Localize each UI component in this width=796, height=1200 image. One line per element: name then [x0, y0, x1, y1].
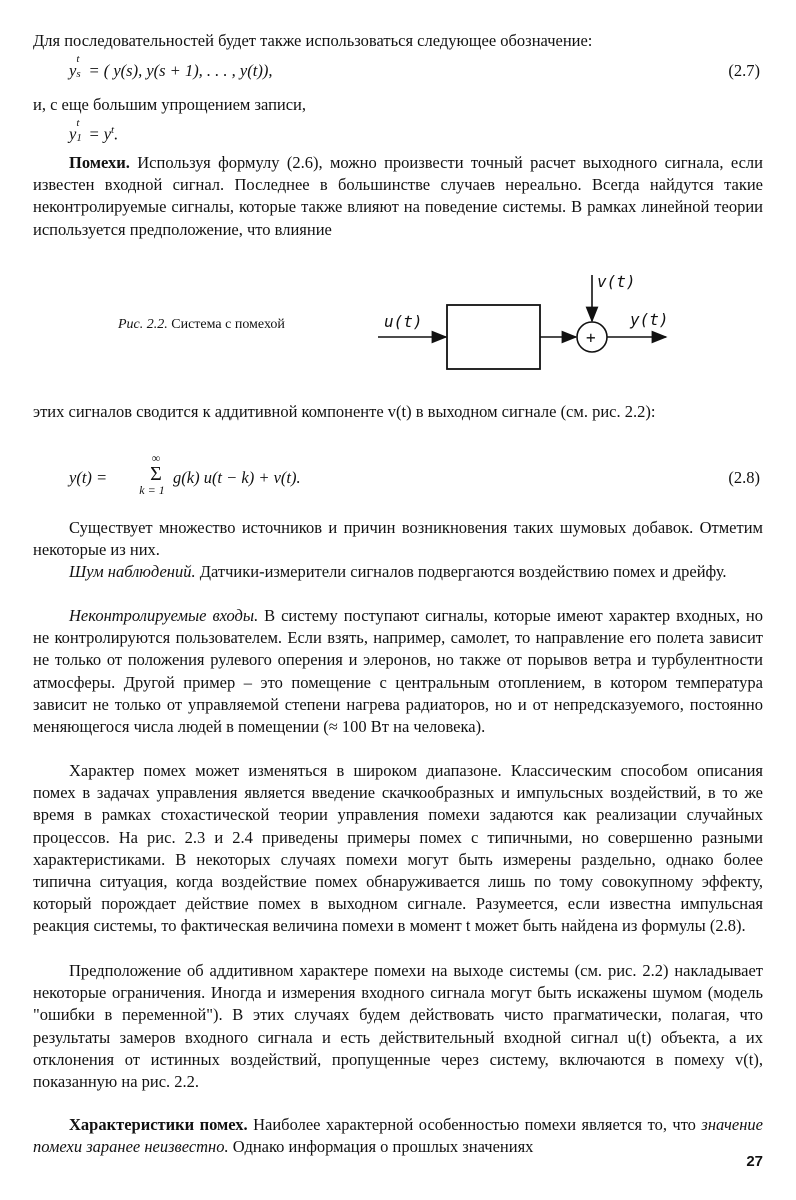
- heading-noise: Помехи.: [69, 153, 130, 172]
- equation-2-7: y t s = ( y(s), y(s + 1), . . . , y(t)),: [69, 53, 273, 80]
- equation-2-8-sum: ∞ Σ k = 1: [139, 451, 165, 497]
- system-block: [447, 305, 540, 369]
- paragraph-noise-characteristics: Характеристики помех. Наиболее характерной особенностью помехи является то, что значение помехи заранее неизвестно. Однако информация о прошлых значениях: [33, 1115, 763, 1157]
- sum-symbol: +: [586, 328, 596, 347]
- paragraph-noise-character: Характер помех может изменяться в широком диапазоне. Классическим способом описания помех в задачах управления является введение скачкообразных и импульсных воздействий, в то же время в рамках стохастической теории управления помехи задаются как реализации случайных процессов. На рис. 2.3 и 2.4 приведены примеры помех с типичными, но совершенно разными характеристиками. В некоторых случаях помехи могут быть измерены раздельно, однако более типична ситуация, когда воздействие помех обнаруживается лишь по тому совокупному эффекту, который порождает действие помех в выходном сигнале. Разумеется, если известна импульсная реакция системы, то фактическая величина помехи в момент t может быть найдена из формулы (2.8).: [33, 761, 763, 936]
- paragraph-observation-noise: Шум наблюдений. Датчики-измерители сигналов подвергаются воздействию помех и дрейфу.: [69, 562, 727, 581]
- page-number: 27: [746, 1153, 763, 1170]
- output-label: y(t): [630, 310, 669, 329]
- noise-label: v(t): [597, 272, 636, 291]
- figure-caption: Рис. 2.2. Система с помехой: [118, 317, 285, 332]
- equation-2-8-lhs: y(t) =: [69, 468, 108, 487]
- paragraph-uncontrolled-inputs: Неконтролируемые входы. В систему поступают сигналы, которые имеют характер входных, но не контролируются пользователем. Если взять, например, самолет, то направление его полета зависит не только от положения рулевого оперения и элеронов, но также от порывов ветра и турбулентности атмосферы. Другой пример – это помещение с центральным отоплением, в котором температура зависит не только от управляемой степени нагрева радиаторов, но и от непредсказуемого, постоянно меняющегося числа людей в помещении (≈ 100 Вт на человека).: [33, 606, 763, 737]
- figure-2-2-block-diagram: [0, 265, 796, 395]
- paragraph-noise-sources: Существует множество источников и причин возникновения таких шумовых добавок. Отметим некоторые из них.: [33, 518, 763, 560]
- paragraph-additive-component: этих сигналов сводится к аддитивной компоненте v(t) в выходном сигнале (см. рис. 2.2):: [33, 402, 656, 421]
- equation-number-2-7: (2.7): [728, 61, 760, 80]
- paragraph-simplified: и, с еще большим упрощением записи,: [33, 95, 307, 114]
- input-label: u(t): [384, 312, 423, 331]
- equation-2-8-rhs: g(k) u(t − k) + v(t).: [173, 468, 301, 487]
- paragraph-additive-assumption: Предположение об аддитивном характере помехи на выходе системы (см. рис. 2.2) накладывает некоторые ограничения. Иногда и измерения входного сигнала могут быть искажены шумом (модель "ошибки в переменной"). В этих случаях будем действовать чисто прагматически, полагая, что результаты замеров входного сигнала и есть действительный входной сигнал u(t) объекта, а их отклонения от истинных воздействий, пропущенные через систему, включаются в помеху v(t), показанную на рис. 2.2.: [33, 961, 763, 1092]
- equation-short-notation: y t 1 = $y^t$.: [69, 116, 119, 144]
- equation-number-2-8: (2.8): [728, 468, 760, 487]
- paragraph-noise-intro: Помехи. Используя формулу (2.6), можно произвести точный расчет выходного сигнала, если известен входной сигнал. Последнее в большинстве случаев нереально. Всегда найдутся такие неконтролируемые сигналы, которые также влияют на поведение системы. В рамках линейной теории используется предположение, что влияние: [33, 153, 763, 239]
- paragraph-sequence-notation: Для последовательностей будет также использоваться следующее обозначение:: [33, 31, 593, 50]
